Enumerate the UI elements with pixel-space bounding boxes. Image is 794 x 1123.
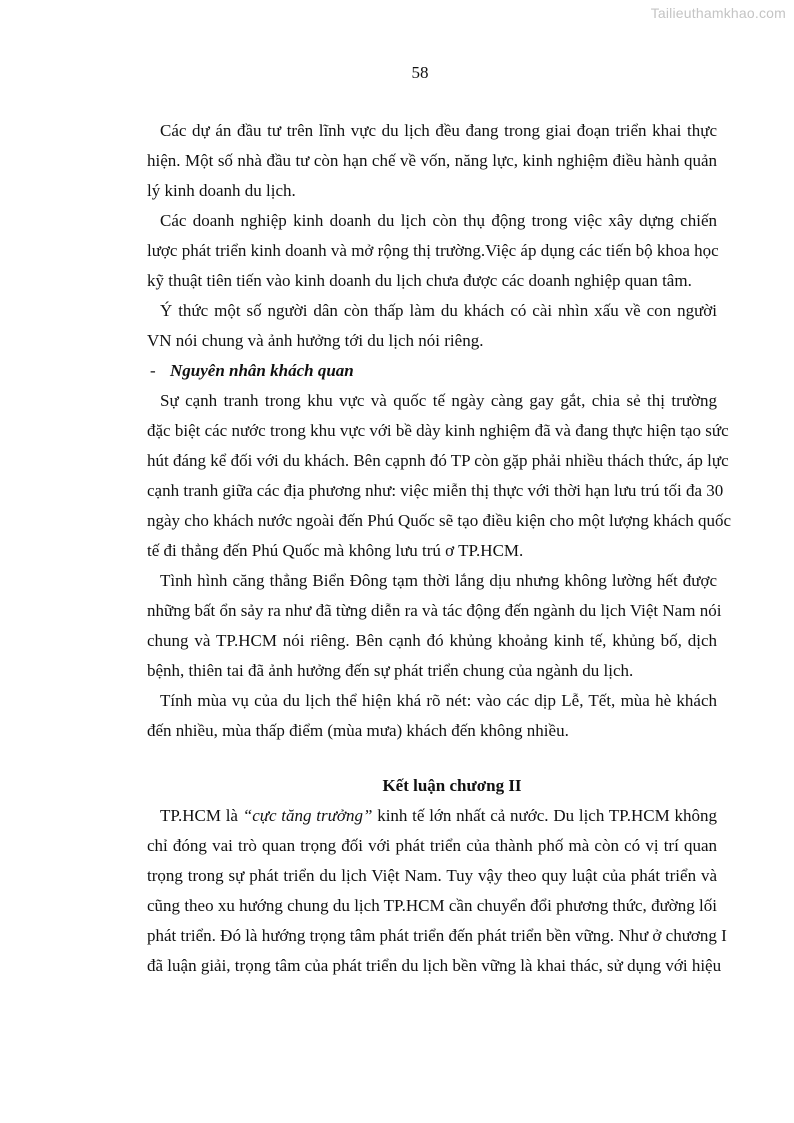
paragraph-line: cạnh tranh giữa các địa phương như: việc miễn thị thực với thời hạn lưu trú tối đa 30 <box>147 481 724 500</box>
paragraph-line: Ý thức một số người dân còn thấp làm du khách có cài nhìn xấu về con người <box>160 301 717 320</box>
paragraph-line: Các dự án đầu tư trên lĩnh vực du lịch đều đang trong giai đoạn triển khai thực <box>160 121 717 140</box>
bullet-dash: - <box>150 361 156 380</box>
section-external-causes <box>147 386 732 746</box>
paragraph <box>147 206 717 296</box>
document-body <box>147 116 732 981</box>
text-run: TP.HCM là <box>160 806 243 825</box>
paragraph-line: Tính mùa vụ của du lịch thể hiện khá rõ nét: vào các dịp Lễ, Tết, mùa hè khách <box>160 691 717 710</box>
italic-quote: “cực tăng trưởng” <box>242 806 373 825</box>
page-number: 58 <box>411 63 429 82</box>
paragraph-line <box>147 801 717 831</box>
paragraph-line: Các doanh nghiệp kinh doanh du lịch còn thụ động trong việc xây dựng chiến <box>160 211 717 230</box>
paragraph-line: trọng trong sự phát triển du lịch Việt Nam. Tuy vậy theo quy luật của phát triển và <box>147 866 717 885</box>
paragraph <box>147 116 717 206</box>
paragraph-line: lược phát triển kinh doanh và mở rộng thị trường.Việc áp dụng các tiến bộ khoa học <box>147 241 719 260</box>
text-run: kinh tế lớn nhất cả nước. Du lịch TP.HCM không <box>372 806 717 825</box>
watermark: Tailieuthamkhao.com <box>650 5 786 21</box>
paragraph-line: ngày cho khách nước ngoài đến Phú Quốc sẽ tạo điều kiện cho một lượng khách quốc <box>147 511 732 530</box>
paragraph-line: tế đi thẳng đến Phú Quốc mà không lưu trú ơ TP.HCM. <box>147 541 524 560</box>
paragraph-line: Sự cạnh tranh trong khu vực và quốc tế ngày càng gay gắt, chia sẻ thị trường <box>160 391 717 410</box>
paragraph-line: cũng theo xu hướng chung du lịch TP.HCM cần chuyển đổi phương thức, đường lối <box>147 896 717 915</box>
subheading-text: Nguyên nhân khách quan <box>170 361 354 380</box>
paragraph-line: phát triển. Đó là hướng trọng tâm phát triển đến phát triển bền vững. Như ở chương I <box>147 926 727 945</box>
conclusion-paragraph <box>147 801 727 981</box>
paragraph-line: hút đáng kể đối với du khách. Bên cạpnh đó TP còn gặp phải nhiều thách thức, áp lực <box>147 451 729 470</box>
paragraph <box>147 566 722 686</box>
section-internal-causes <box>147 116 717 356</box>
paragraph-line: đến nhiều, mùa thấp điểm (mùa mưa) khách đến không nhiều. <box>147 721 569 740</box>
paragraph-line: VN nói chung và ảnh hưởng tới du lịch nói riêng. <box>147 331 484 350</box>
subheading <box>147 356 717 386</box>
paragraph-line: hiện. Một số nhà đầu tư còn hạn chế về vốn, năng lực, kinh nghiệm điều hành quản <box>147 151 717 170</box>
paragraph-line: đã luận giải, trọng tâm của phát triển du lịch bền vững là khai thác, sử dụng với hiệu <box>147 956 722 975</box>
conclusion-heading: Kết luận chương II <box>382 776 522 795</box>
paragraph-line: Tình hình căng thẳng Biển Đông tạm thời lắng dịu nhưng không lường hết được <box>160 571 717 590</box>
paragraph-line: chung và TP.HCM nói riêng. Bên cạnh đó khủng khoảng kinh tế, khủng bố, dịch <box>147 631 717 650</box>
paragraph-line: chỉ đóng vai trò quan trọng đối với phát triển của thành phố mà còn có vị trí quan <box>147 836 717 855</box>
paragraph <box>147 686 717 746</box>
paragraph-line: kỹ thuật tiên tiến vào kinh doanh du lịch chưa được các doanh nghiệp quan tâm. <box>147 271 692 290</box>
paragraph-line: bệnh, thiên tai đã ảnh hưởng đến sự phát triển chung của ngành du lịch. <box>147 661 634 680</box>
paragraph-line: lý kinh doanh du lịch. <box>147 181 296 200</box>
paragraph <box>147 386 732 566</box>
paragraph-line: đặc biệt các nước trong khu vực với bề dày kinh nghiệm đã và đang thực hiện tạo sức <box>147 421 729 440</box>
paragraph <box>147 296 717 356</box>
paragraph-line: những bất ổn sảy ra như đã từng diễn ra và tác động đến ngành du lịch Việt Nam nói <box>147 601 722 620</box>
